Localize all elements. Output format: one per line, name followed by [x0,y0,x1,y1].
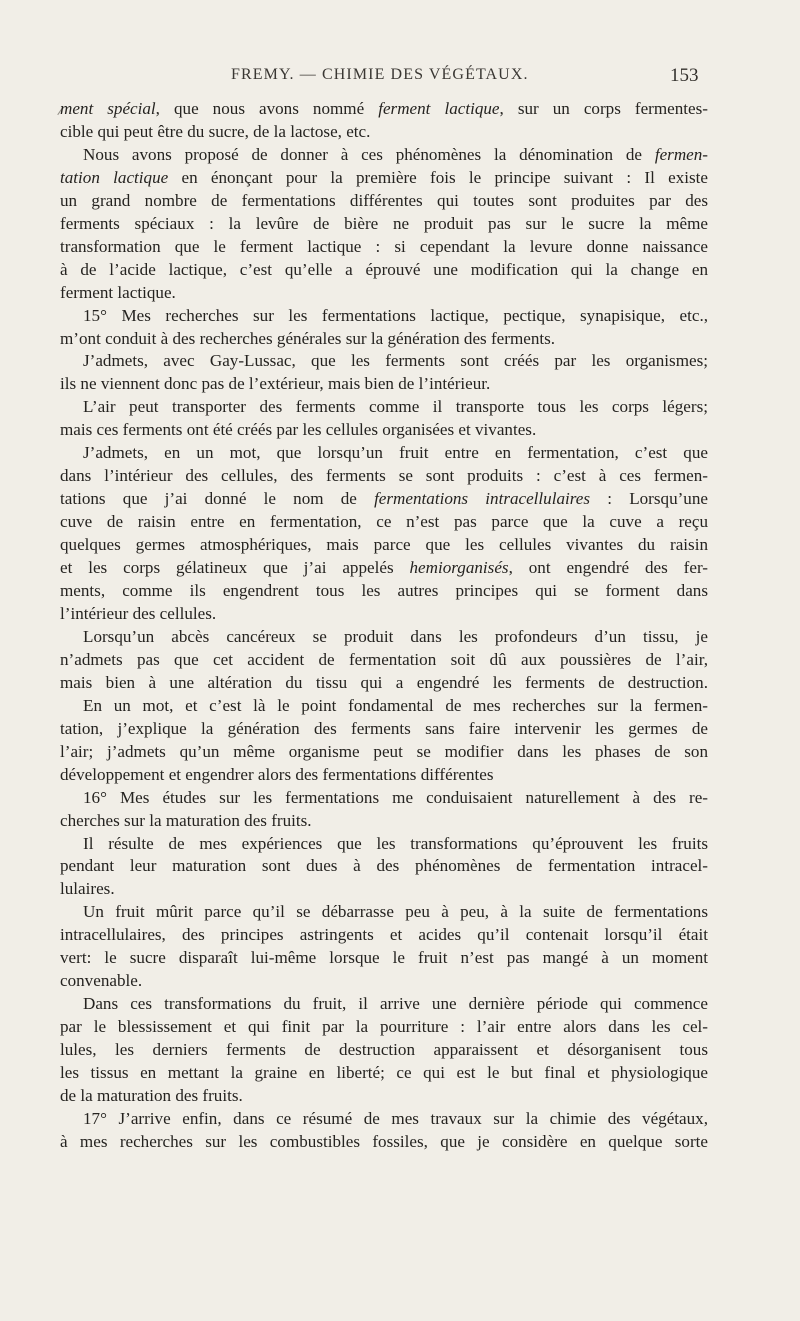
text-line [60,924,708,947]
text-line [60,764,708,787]
text-segment: Lorsqu’un abcès cancéreux se produit dans les profondeurs d’un tissu, je [83,626,708,646]
running-header: FREMY. — CHIMIE DES VÉGÉTAUX. [231,66,529,83]
text-line [60,98,708,121]
text-line [60,787,708,810]
text-line [60,1039,708,1062]
text-segment: 16° Mes études sur les fermentations me conduisaient naturellement à des re- [83,787,708,807]
text-segment: L’air peut transporter des ferments comme il transporte tous les corps légers; [83,397,708,417]
text-segment: pendant leur maturation sont dues à des phénomènes de fermentation intracel- [60,856,708,876]
text-segment: mais ces ferments ont été créés par les cellules organisées et vivantes. [60,420,537,440]
text-line [60,557,708,580]
text-line [60,649,708,672]
text-segment: , que nous avons nommé [155,99,379,118]
text-segment: m’ont conduit à des recherches générales sur la génération des ferments. [60,328,556,348]
text-segment: les tissus en mettant la graine en liberté; ce qui est le but final et physiologique [60,1063,708,1083]
text-line [60,810,708,833]
text-line [60,190,708,213]
text-segment: ments, comme ils engendrent tous les autres principes qui se forment dans [60,581,708,601]
text-segment: Il résulte de mes expériences que les transformations qu’éprouvent les fruits [83,833,708,853]
text-line [60,1108,708,1131]
italic-text: tation lactique [60,167,169,187]
text-segment: transformation que le ferment lactique : si cependant la levure donne naissance [60,236,708,256]
text-segment: de la maturation des fruits. [60,1085,243,1105]
text-line [60,1016,708,1039]
text-segment: En un mot, et c’est là le point fondamental de mes recherches sur la fermen- [83,695,708,715]
text-line [60,282,708,305]
text-segment: cuve de raisin entre en fermentation, ce n’est pas parce que la cuve a reçu [60,512,708,532]
text-segment: lulaires. [60,879,115,899]
text-line [60,419,708,442]
text-line [60,1085,708,1108]
text-segment: cible qui peut être du sucre, de la lactose, etc. [60,121,371,141]
text-segment: J’admets, avec Gay-Lussac, que les ferments sont créés par les organismes; [83,351,708,371]
text-line [60,442,708,465]
text-line [60,488,708,511]
text-line [60,833,708,856]
text-segment: l’air; j’admets qu’un même organisme peut se modifier dans les phases de son [60,741,708,761]
body-text [60,98,708,1154]
text-segment: , sur un corps fermentes- [499,99,708,118]
text-segment: cherches sur la maturation des fruits. [60,810,312,830]
text-line [60,603,708,626]
text-line [60,350,708,373]
text-line [60,534,708,557]
text-line [60,855,708,878]
text-line [60,373,708,396]
text-line [60,396,708,419]
text-segment: vert: le sucre disparaît lui-même lorsque le fruit n’est pas mangé à un moment [60,948,708,968]
text-line [60,901,708,924]
text-line [60,1131,708,1154]
text-line [60,580,708,603]
text-segment: ils ne viennent donc pas de l’extérieur, mais bien de l’intérieur. [60,374,491,394]
text-line [60,878,708,901]
text-segment: un grand nombre de fermentations différentes qui toutes sont produites par des [60,190,708,210]
text-segment: développement et engendrer alors des fermentations différentes [60,764,494,784]
text-segment: à de l’acide lactique, c’est qu’elle a éprouvé une modification qui la change en [60,259,708,279]
text-segment: Un fruit mûrit parce qu’il se débarrasse peu à peu, à la suite de fermentations [83,902,708,922]
text-segment: mais bien à une altération du tissu qui a engendré les ferments de destruction. [60,672,708,692]
text-segment: 15° Mes recherches sur les fermentations lactique, pectique, synapisique, etc., [83,305,708,325]
text-segment: quelques germes atmosphériques, mais parce que les cellules vivantes du raisin [60,535,708,555]
text-line [60,328,708,351]
text-segment: intracellulaires, des principes astringents et acides qu’il contenait lorsqu’il était [60,925,708,945]
text-segment: lules, les derniers ferments de destruction apparaissent et désorganisent tous [60,1040,708,1060]
text-segment: Dans ces transformations du fruit, il arrive une dernière période qui commence [83,994,708,1014]
text-segment: par le blessissement et qui finit par la pourriture : l’air entre alors dans les cel- [60,1017,708,1037]
italic-text: fermentations intracellulaires [374,489,591,509]
text-line [60,1062,708,1085]
text-segment: convenable. [60,971,143,991]
text-segment: : Lorsqu’une [590,489,708,509]
text-segment: dans l’intérieur des cellules, des ferments se sont produits : c’est à ces fermen- [60,466,708,486]
text-line [60,259,708,282]
italic-text: fermen- [654,144,708,164]
italic-text: hemiorganisés [409,558,509,578]
text-segment: tations que j’ai donné le nom de [60,489,375,509]
page-number: 153 [670,65,699,86]
text-segment: tation, j’explique la génération des ferments sans faire intervenir les germes de [60,718,708,738]
text-line [60,993,708,1016]
text-line [60,236,708,259]
text-segment: à mes recherches sur les combustibles fossiles, que je considère en quelque sorte [60,1131,708,1151]
text-line [60,511,708,534]
italic-text: ferment lactique [378,99,500,118]
italic-text: ment spécial [60,99,156,118]
text-segment: J’admets, en un mot, que lorsqu’un fruit entre en fermentation, c’est que [83,443,708,463]
text-segment: ferments spéciaux : la levûre de bière ne produit pas sur le sucre la même [60,213,708,233]
text-line [60,626,708,649]
text-line [60,213,708,236]
text-segment: l’intérieur des cellules. [60,603,217,623]
text-line [60,167,708,190]
text-segment: , ont engendré des fer- [508,558,708,578]
text-segment: ferment lactique. [60,282,176,302]
text-line [60,305,708,328]
text-line [60,144,708,167]
text-line [60,695,708,718]
text-line [60,465,708,488]
text-line [60,947,708,970]
text-segment: Nous avons proposé de donner à ces phénomènes la dénomination de [83,144,655,164]
text-segment: en énonçant pour la première fois le principe suivant : Il existe [168,167,708,187]
text-segment: 17° J’arrive enfin, dans ce résumé de mes travaux sur la chimie des végétaux, [83,1108,708,1128]
text-line [60,718,708,741]
text-line [60,970,708,993]
text-segment: n’admets pas que cet accident de fermentation soit dû aux poussières de l’air, [60,649,708,669]
text-line [60,672,708,695]
text-segment: et les corps gélatineux que j’ai appelés [60,558,410,578]
text-line [60,121,708,144]
text-line [60,741,708,764]
